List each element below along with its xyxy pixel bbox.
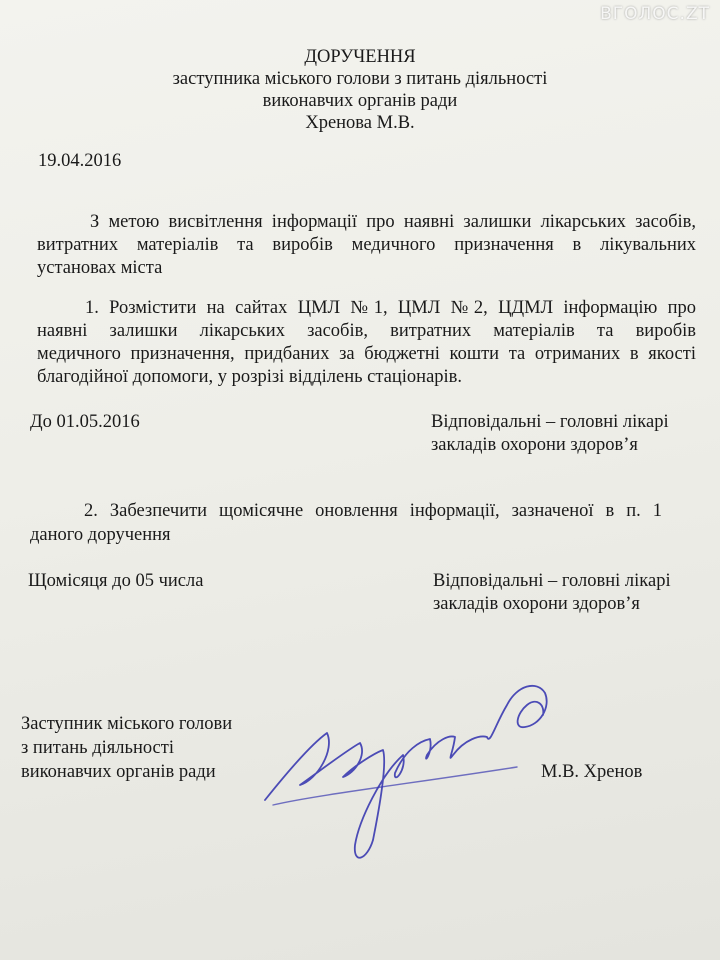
item1-line-2: наявні залишки лікарських засобів, витратних матеріалів та виробів: [37, 321, 696, 341]
item1-line-4: благодійної допомоги, у розрізі відділень стаціонарів.: [37, 367, 463, 387]
item1-line-3: медичного призначення, придбаних за бюджетні кошти та отриманих в якості: [37, 344, 696, 364]
item1-line-1: 1. Розмістити на сайтах ЦМЛ №1, ЦМЛ №2, ЦДМЛ інформацію про: [85, 298, 696, 318]
intro-line-3: установах міста: [37, 258, 163, 278]
header-line-3: Хренова М.В.: [305, 113, 415, 133]
handwritten-signature: [255, 655, 565, 875]
item2-responsible-1: Відповідальні – головні лікарі: [433, 571, 671, 591]
header-line-2: виконавчих органів ради: [262, 91, 458, 111]
signatory-title-2: з питань діяльності: [21, 738, 174, 758]
item2-deadline: Щомісяця до 05 числа: [28, 571, 204, 591]
document-title: ДОРУЧЕННЯ: [304, 47, 416, 67]
signatory-name: М.В. Хренов: [541, 762, 643, 782]
item1-responsible-2: закладів охорони здоров’я: [431, 435, 638, 455]
item1-deadline: До 01.05.2016: [30, 412, 140, 432]
header-line-1: заступника міського голови з питань діяльності: [172, 69, 548, 89]
signatory-title-3: виконавчих органів ради: [21, 762, 216, 782]
item2-line-2: даного доручення: [30, 525, 171, 545]
item1-responsible-1: Відповідальні – головні лікарі: [431, 412, 669, 432]
watermark-logo: ВГОЛОС.ZT: [600, 4, 710, 24]
document-date: 19.04.2016: [38, 151, 122, 171]
intro-line-2: витратних матеріалів та виробів медичного призначення в лікувальних: [37, 235, 696, 255]
intro-line-1: З метою висвітлення інформації про наявні залишки лікарських засобів,: [90, 212, 696, 232]
item2-responsible-2: закладів охорони здоров’я: [433, 594, 640, 614]
item2-line-1: 2. Забезпечити щомісячне оновлення інформації, зазначеної в п. 1: [84, 501, 662, 521]
signatory-title-1: Заступник міського голови: [21, 714, 233, 734]
